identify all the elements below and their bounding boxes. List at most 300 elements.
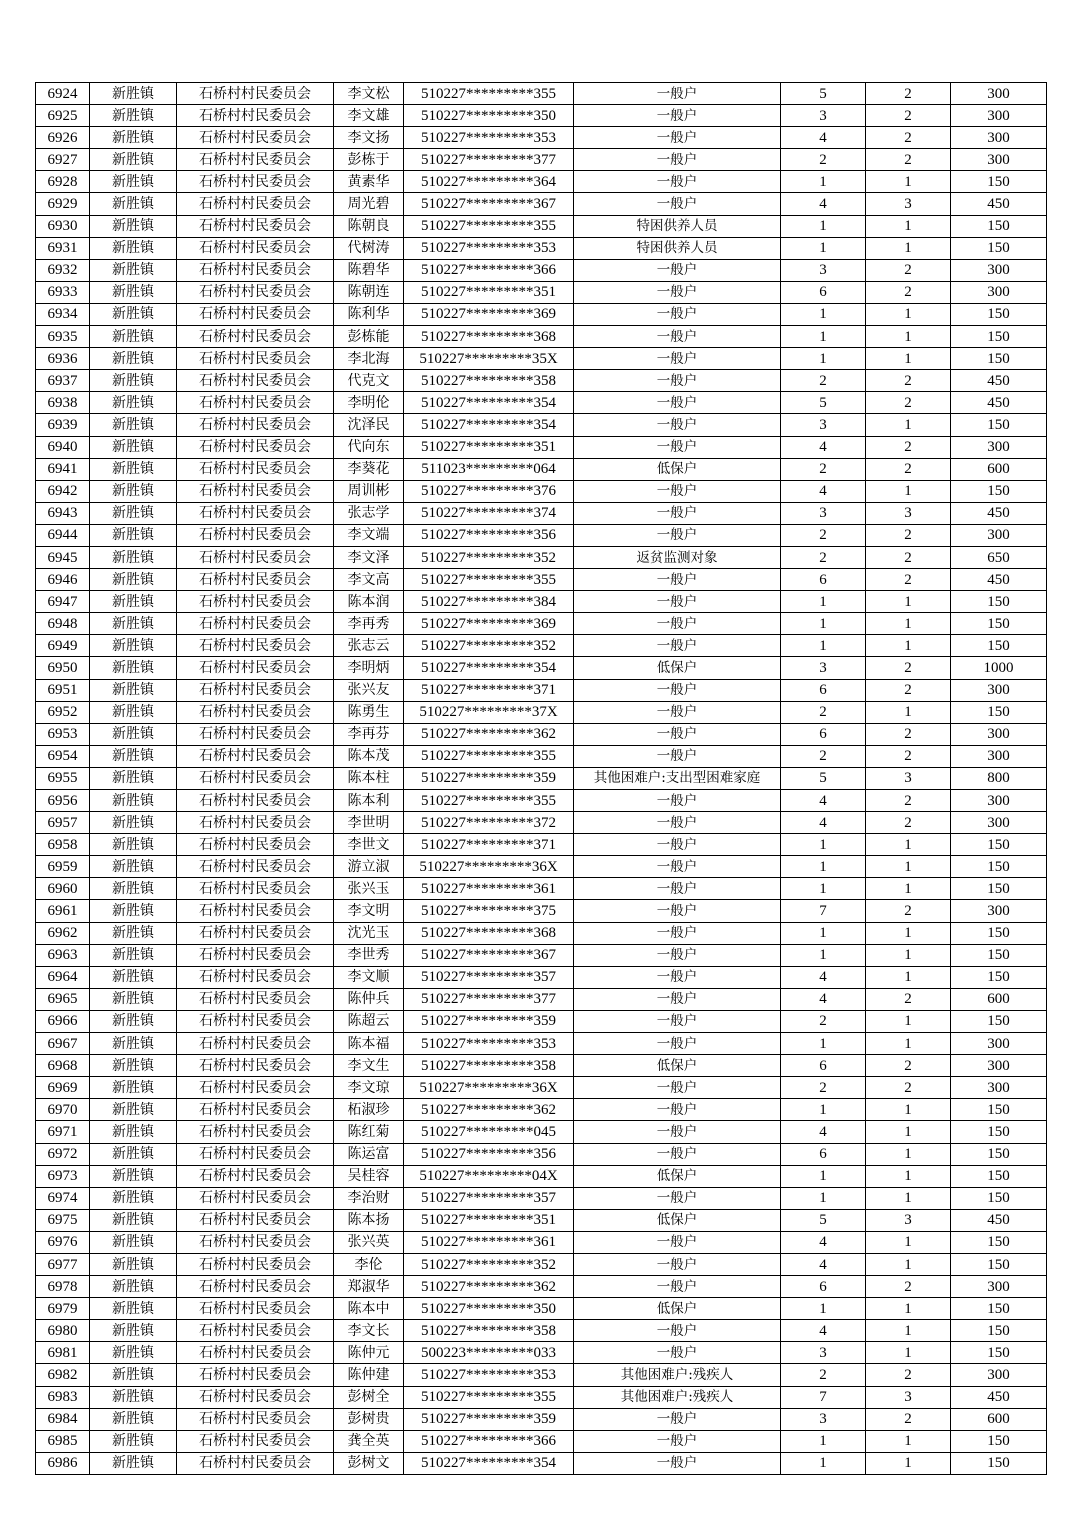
row-number: 6959	[36, 856, 90, 878]
household-size-cell: 4	[781, 1320, 866, 1342]
town-cell: 新胜镇	[90, 1253, 177, 1275]
name-cell: 张兴友	[334, 679, 404, 701]
village-committee-cell: 石桥村村民委员会	[177, 1099, 334, 1121]
id-number-cell: 510227*********351	[404, 281, 574, 303]
id-number-cell: 510227*********369	[404, 613, 574, 635]
amount-cell: 300	[951, 1276, 1047, 1298]
row-number: 6938	[36, 392, 90, 414]
household-size-cell: 6	[781, 569, 866, 591]
row-number: 6943	[36, 502, 90, 524]
name-cell: 李世秀	[334, 944, 404, 966]
household-type-cell: 其他困难户:残疾人	[574, 1386, 781, 1408]
name-cell: 陈本茂	[334, 745, 404, 767]
household-type-cell: 一般户	[574, 436, 781, 458]
village-committee-cell: 石桥村村民委员会	[177, 1364, 334, 1386]
village-committee-cell: 石桥村村民委员会	[177, 83, 334, 105]
village-committee-cell: 石桥村村民委员会	[177, 745, 334, 767]
town-cell: 新胜镇	[90, 326, 177, 348]
name-cell: 代克文	[334, 370, 404, 392]
town-cell: 新胜镇	[90, 1231, 177, 1253]
table-row	[36, 259, 1047, 281]
household-size-cell: 4	[781, 988, 866, 1010]
village-committee-cell: 石桥村村民委员会	[177, 1033, 334, 1055]
name-cell: 彭树贵	[334, 1408, 404, 1430]
id-number-cell: 510227*********353	[404, 237, 574, 259]
row-number: 6931	[36, 237, 90, 259]
row-number: 6942	[36, 480, 90, 502]
id-number-cell: 510227*********352	[404, 1253, 574, 1275]
row-number: 6950	[36, 657, 90, 679]
amount-cell: 600	[951, 458, 1047, 480]
name-cell: 李文琼	[334, 1077, 404, 1099]
household-size-cell: 4	[781, 436, 866, 458]
amount-cell: 150	[951, 1143, 1047, 1165]
household-type-cell: 一般户	[574, 1033, 781, 1055]
town-cell: 新胜镇	[90, 1077, 177, 1099]
row-number: 6930	[36, 215, 90, 237]
id-number-cell: 510227*********355	[404, 215, 574, 237]
village-committee-cell: 石桥村村民委员会	[177, 966, 334, 988]
household-size-cell: 5	[781, 392, 866, 414]
town-cell: 新胜镇	[90, 1298, 177, 1320]
amount-cell: 300	[951, 1077, 1047, 1099]
town-cell: 新胜镇	[90, 812, 177, 834]
amount-cell: 150	[951, 878, 1047, 900]
count-cell: 3	[866, 1209, 951, 1231]
count-cell: 1	[866, 1320, 951, 1342]
count-cell: 2	[866, 1364, 951, 1386]
name-cell: 彭栋能	[334, 326, 404, 348]
village-committee-cell: 石桥村村民委员会	[177, 348, 334, 370]
id-number-cell: 510227*********371	[404, 834, 574, 856]
id-number-cell: 510227*********355	[404, 790, 574, 812]
table-row	[36, 105, 1047, 127]
table-row	[36, 701, 1047, 723]
table-row	[36, 1121, 1047, 1143]
table-row	[36, 1452, 1047, 1474]
row-number: 6973	[36, 1165, 90, 1187]
household-size-cell: 1	[781, 856, 866, 878]
amount-cell: 450	[951, 370, 1047, 392]
household-type-cell: 低保户	[574, 1209, 781, 1231]
amount-cell: 300	[951, 105, 1047, 127]
row-number: 6972	[36, 1143, 90, 1165]
town-cell: 新胜镇	[90, 1099, 177, 1121]
village-committee-cell: 石桥村村民委员会	[177, 436, 334, 458]
village-committee-cell: 石桥村村民委员会	[177, 458, 334, 480]
household-size-cell: 1	[781, 1165, 866, 1187]
name-cell: 周训彬	[334, 480, 404, 502]
amount-cell: 300	[951, 524, 1047, 546]
village-committee-cell: 石桥村村民委员会	[177, 1165, 334, 1187]
household-type-cell: 一般户	[574, 149, 781, 171]
row-number: 6974	[36, 1187, 90, 1209]
amount-cell: 450	[951, 1209, 1047, 1231]
amount-cell: 300	[951, 900, 1047, 922]
amount-cell: 150	[951, 326, 1047, 348]
household-type-cell: 一般户	[574, 1187, 781, 1209]
town-cell: 新胜镇	[90, 1430, 177, 1452]
town-cell: 新胜镇	[90, 988, 177, 1010]
household-size-cell: 2	[781, 1077, 866, 1099]
name-cell: 陈朝良	[334, 215, 404, 237]
household-size-cell: 1	[781, 215, 866, 237]
household-size-cell: 1	[781, 1033, 866, 1055]
row-number: 6968	[36, 1055, 90, 1077]
name-cell: 李再芬	[334, 723, 404, 745]
household-type-cell: 一般户	[574, 812, 781, 834]
household-size-cell: 6	[781, 723, 866, 745]
table-row	[36, 745, 1047, 767]
row-number: 6946	[36, 569, 90, 591]
amount-cell: 450	[951, 193, 1047, 215]
id-number-cell: 510227*********362	[404, 723, 574, 745]
row-number: 6951	[36, 679, 90, 701]
household-size-cell: 2	[781, 1364, 866, 1386]
amount-cell: 150	[951, 635, 1047, 657]
row-number: 6981	[36, 1342, 90, 1364]
table-row	[36, 1253, 1047, 1275]
amount-cell: 150	[951, 834, 1047, 856]
table-row	[36, 326, 1047, 348]
count-cell: 3	[866, 193, 951, 215]
amount-cell: 150	[951, 1298, 1047, 1320]
village-committee-cell: 石桥村村民委员会	[177, 193, 334, 215]
count-cell: 2	[866, 679, 951, 701]
count-cell: 1	[866, 966, 951, 988]
name-cell: 李文明	[334, 900, 404, 922]
count-cell: 1	[866, 1099, 951, 1121]
row-number: 6984	[36, 1408, 90, 1430]
id-number-cell: 510227*********36X	[404, 1077, 574, 1099]
town-cell: 新胜镇	[90, 1055, 177, 1077]
amount-cell: 150	[951, 1430, 1047, 1452]
id-number-cell: 510227*********357	[404, 1187, 574, 1209]
household-type-cell: 低保户	[574, 1298, 781, 1320]
village-committee-cell: 石桥村村民委员会	[177, 767, 334, 789]
id-number-cell: 510227*********376	[404, 480, 574, 502]
count-cell: 1	[866, 348, 951, 370]
name-cell: 陈本福	[334, 1033, 404, 1055]
count-cell: 2	[866, 900, 951, 922]
amount-cell: 150	[951, 922, 1047, 944]
household-size-cell: 1	[781, 171, 866, 193]
id-number-cell: 510227*********358	[404, 370, 574, 392]
amount-cell: 300	[951, 259, 1047, 281]
table-row	[36, 812, 1047, 834]
table-row	[36, 1430, 1047, 1452]
village-committee-cell: 石桥村村民委员会	[177, 480, 334, 502]
household-size-cell: 1	[781, 1452, 866, 1474]
id-number-cell: 510227*********377	[404, 988, 574, 1010]
town-cell: 新胜镇	[90, 149, 177, 171]
row-number: 6940	[36, 436, 90, 458]
amount-cell: 450	[951, 569, 1047, 591]
village-committee-cell: 石桥村村民委员会	[177, 127, 334, 149]
name-cell: 张志云	[334, 635, 404, 657]
name-cell: 龚全英	[334, 1430, 404, 1452]
amount-cell: 150	[951, 1121, 1047, 1143]
table-row	[36, 546, 1047, 568]
amount-cell: 150	[951, 1320, 1047, 1342]
row-number: 6954	[36, 745, 90, 767]
row-number: 6925	[36, 105, 90, 127]
name-cell: 李文顺	[334, 966, 404, 988]
table-row	[36, 591, 1047, 613]
amount-cell: 650	[951, 546, 1047, 568]
town-cell: 新胜镇	[90, 436, 177, 458]
row-number: 6964	[36, 966, 90, 988]
table-row	[36, 1165, 1047, 1187]
name-cell: 李再秀	[334, 613, 404, 635]
count-cell: 1	[866, 701, 951, 723]
id-number-cell: 510227*********362	[404, 1276, 574, 1298]
town-cell: 新胜镇	[90, 834, 177, 856]
town-cell: 新胜镇	[90, 502, 177, 524]
table-row	[36, 1231, 1047, 1253]
household-type-cell: 一般户	[574, 1408, 781, 1430]
table-row	[36, 878, 1047, 900]
town-cell: 新胜镇	[90, 303, 177, 325]
village-committee-cell: 石桥村村民委员会	[177, 922, 334, 944]
amount-cell: 150	[951, 1231, 1047, 1253]
id-number-cell: 510227*********354	[404, 657, 574, 679]
town-cell: 新胜镇	[90, 657, 177, 679]
table-row	[36, 458, 1047, 480]
town-cell: 新胜镇	[90, 1386, 177, 1408]
row-number: 6932	[36, 259, 90, 281]
id-number-cell: 510227*********045	[404, 1121, 574, 1143]
household-type-cell: 一般户	[574, 171, 781, 193]
id-number-cell: 510227*********375	[404, 900, 574, 922]
household-type-cell: 一般户	[574, 856, 781, 878]
village-committee-cell: 石桥村村民委员会	[177, 1010, 334, 1032]
id-number-cell: 510227*********354	[404, 1452, 574, 1474]
name-cell: 周光碧	[334, 193, 404, 215]
id-number-cell: 510227*********367	[404, 193, 574, 215]
village-committee-cell: 石桥村村民委员会	[177, 370, 334, 392]
name-cell: 沈光玉	[334, 922, 404, 944]
id-number-cell: 510227*********369	[404, 303, 574, 325]
household-size-cell: 2	[781, 701, 866, 723]
amount-cell: 450	[951, 1386, 1047, 1408]
count-cell: 1	[866, 326, 951, 348]
table-row	[36, 1364, 1047, 1386]
household-type-cell: 一般户	[574, 1320, 781, 1342]
table-row	[36, 237, 1047, 259]
amount-cell: 300	[951, 790, 1047, 812]
village-committee-cell: 石桥村村民委员会	[177, 613, 334, 635]
household-size-cell: 1	[781, 348, 866, 370]
row-number: 6967	[36, 1033, 90, 1055]
name-cell: 陈勇生	[334, 701, 404, 723]
table-row	[36, 1320, 1047, 1342]
amount-cell: 300	[951, 679, 1047, 701]
town-cell: 新胜镇	[90, 701, 177, 723]
count-cell: 1	[866, 922, 951, 944]
village-committee-cell: 石桥村村民委员会	[177, 326, 334, 348]
household-size-cell: 6	[781, 1143, 866, 1165]
id-number-cell: 510227*********351	[404, 1209, 574, 1231]
row-number: 6986	[36, 1452, 90, 1474]
count-cell: 1	[866, 944, 951, 966]
name-cell: 李文雄	[334, 105, 404, 127]
village-committee-cell: 石桥村村民委员会	[177, 988, 334, 1010]
household-type-cell: 一般户	[574, 613, 781, 635]
town-cell: 新胜镇	[90, 237, 177, 259]
count-cell: 1	[866, 303, 951, 325]
name-cell: 陈仲兵	[334, 988, 404, 1010]
name-cell: 彭栋于	[334, 149, 404, 171]
household-type-cell: 特困供养人员	[574, 237, 781, 259]
amount-cell: 450	[951, 392, 1047, 414]
household-size-cell: 1	[781, 944, 866, 966]
household-size-cell: 6	[781, 1055, 866, 1077]
count-cell: 2	[866, 392, 951, 414]
table-row	[36, 1276, 1047, 1298]
id-number-cell: 510227*********356	[404, 524, 574, 546]
amount-cell: 300	[951, 1055, 1047, 1077]
village-committee-cell: 石桥村村民委员会	[177, 1253, 334, 1275]
row-number: 6945	[36, 546, 90, 568]
household-size-cell: 4	[781, 127, 866, 149]
name-cell: 李文长	[334, 1320, 404, 1342]
household-type-cell: 一般户	[574, 127, 781, 149]
table-row	[36, 900, 1047, 922]
roster-table	[35, 82, 1047, 1475]
row-number: 6957	[36, 812, 90, 834]
household-type-cell: 低保户	[574, 657, 781, 679]
household-size-cell: 2	[781, 745, 866, 767]
town-cell: 新胜镇	[90, 1320, 177, 1342]
household-type-cell: 一般户	[574, 326, 781, 348]
name-cell: 彭树文	[334, 1452, 404, 1474]
village-committee-cell: 石桥村村民委员会	[177, 1209, 334, 1231]
count-cell: 2	[866, 127, 951, 149]
household-size-cell: 1	[781, 1298, 866, 1320]
household-size-cell: 4	[781, 193, 866, 215]
row-number: 6929	[36, 193, 90, 215]
village-committee-cell: 石桥村村民委员会	[177, 1452, 334, 1474]
household-size-cell: 1	[781, 303, 866, 325]
name-cell: 李明炳	[334, 657, 404, 679]
table-row	[36, 1010, 1047, 1032]
village-committee-cell: 石桥村村民委员会	[177, 392, 334, 414]
id-number-cell: 510227*********352	[404, 635, 574, 657]
row-number: 6952	[36, 701, 90, 723]
count-cell: 1	[866, 1452, 951, 1474]
household-type-cell: 一般户	[574, 635, 781, 657]
household-size-cell: 1	[781, 613, 866, 635]
household-size-cell: 4	[781, 790, 866, 812]
id-number-cell: 510227*********372	[404, 812, 574, 834]
row-number: 6958	[36, 834, 90, 856]
count-cell: 2	[866, 281, 951, 303]
amount-cell: 150	[951, 414, 1047, 436]
table-row	[36, 1342, 1047, 1364]
table-row	[36, 414, 1047, 436]
id-number-cell: 510227*********353	[404, 1033, 574, 1055]
row-number: 6979	[36, 1298, 90, 1320]
household-type-cell: 一般户	[574, 303, 781, 325]
table-row	[36, 127, 1047, 149]
town-cell: 新胜镇	[90, 1209, 177, 1231]
household-size-cell: 1	[781, 635, 866, 657]
table-row	[36, 303, 1047, 325]
count-cell: 2	[866, 105, 951, 127]
village-committee-cell: 石桥村村民委员会	[177, 723, 334, 745]
household-size-cell: 5	[781, 767, 866, 789]
household-type-cell: 特困供养人员	[574, 215, 781, 237]
name-cell: 郑淑华	[334, 1276, 404, 1298]
count-cell: 2	[866, 1408, 951, 1430]
table-row	[36, 569, 1047, 591]
id-number-cell: 510227*********359	[404, 1010, 574, 1032]
table-row	[36, 790, 1047, 812]
town-cell: 新胜镇	[90, 613, 177, 635]
household-type-cell: 一般户	[574, 679, 781, 701]
household-size-cell: 3	[781, 259, 866, 281]
count-cell: 1	[866, 1231, 951, 1253]
town-cell: 新胜镇	[90, 1121, 177, 1143]
id-number-cell: 510227*********353	[404, 1364, 574, 1386]
household-size-cell: 3	[781, 502, 866, 524]
town-cell: 新胜镇	[90, 679, 177, 701]
town-cell: 新胜镇	[90, 281, 177, 303]
village-committee-cell: 石桥村村民委员会	[177, 1077, 334, 1099]
name-cell: 张兴玉	[334, 878, 404, 900]
table-row	[36, 436, 1047, 458]
household-type-cell: 一般户	[574, 701, 781, 723]
village-committee-cell: 石桥村村民委员会	[177, 303, 334, 325]
town-cell: 新胜镇	[90, 546, 177, 568]
town-cell: 新胜镇	[90, 591, 177, 613]
name-cell: 游立淑	[334, 856, 404, 878]
household-type-cell: 一般户	[574, 1452, 781, 1474]
village-committee-cell: 石桥村村民委员会	[177, 944, 334, 966]
row-number: 6969	[36, 1077, 90, 1099]
row-number: 6983	[36, 1386, 90, 1408]
name-cell: 吴桂容	[334, 1165, 404, 1187]
table-row	[36, 171, 1047, 193]
name-cell: 代向东	[334, 436, 404, 458]
count-cell: 1	[866, 1342, 951, 1364]
amount-cell: 150	[951, 237, 1047, 259]
town-cell: 新胜镇	[90, 745, 177, 767]
amount-cell: 150	[951, 1099, 1047, 1121]
count-cell: 1	[866, 215, 951, 237]
household-size-cell: 2	[781, 546, 866, 568]
row-number: 6937	[36, 370, 90, 392]
id-number-cell: 510227*********355	[404, 745, 574, 767]
id-number-cell: 510227*********35X	[404, 348, 574, 370]
name-cell: 李文端	[334, 524, 404, 546]
id-number-cell: 510227*********377	[404, 149, 574, 171]
village-committee-cell: 石桥村村民委员会	[177, 657, 334, 679]
count-cell: 3	[866, 502, 951, 524]
household-type-cell: 一般户	[574, 966, 781, 988]
household-size-cell: 1	[781, 878, 866, 900]
row-number: 6928	[36, 171, 90, 193]
household-type-cell: 一般户	[574, 524, 781, 546]
count-cell: 2	[866, 259, 951, 281]
household-type-cell: 一般户	[574, 480, 781, 502]
household-type-cell: 一般户	[574, 348, 781, 370]
household-size-cell: 1	[781, 1187, 866, 1209]
town-cell: 新胜镇	[90, 900, 177, 922]
name-cell: 张志学	[334, 502, 404, 524]
amount-cell: 150	[951, 303, 1047, 325]
